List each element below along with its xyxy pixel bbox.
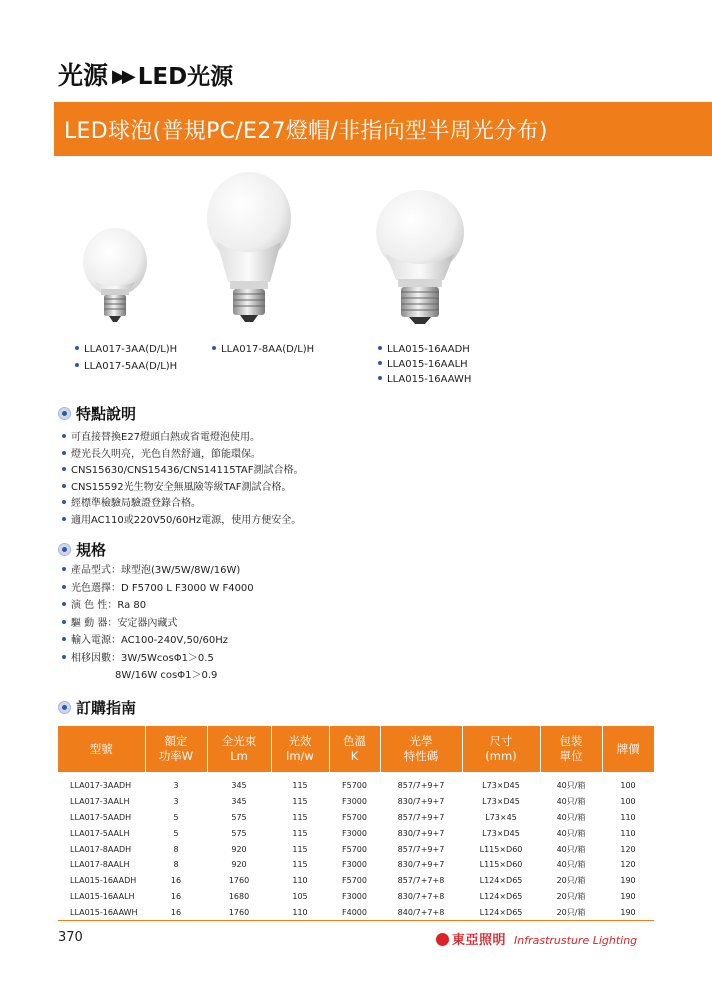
table-cell: 3 (173, 797, 179, 807)
spec-item: 相移因數：3W/5WcosΦ1＞0.5 (62, 649, 254, 667)
section-bullet-icon (58, 543, 71, 556)
list-item: LLA015-16AALH (378, 359, 471, 374)
column-header-text: 型號 (89, 741, 113, 756)
table-cell: 3 (173, 781, 179, 791)
table-cell: 575 (231, 812, 247, 822)
table-cell: F5700 (342, 781, 367, 791)
brand-logo-icon (436, 933, 449, 946)
table-cell: F5700 (342, 876, 367, 886)
column-header (207, 726, 271, 772)
table-cell: 345 (231, 781, 247, 791)
brand-name-cn: 東亞照明 (452, 933, 507, 948)
table-row (58, 857, 654, 873)
table-cell: 40只/箱 (556, 812, 586, 822)
spec-item: 演 色 性：Ra 80 (62, 596, 254, 614)
bullet-icon (378, 361, 382, 365)
spec-item: 產品型式：球型泡(3W/5W/8W/16W) (62, 561, 254, 579)
table-cell: 190 (620, 876, 636, 886)
table-cell: 16 (170, 891, 182, 901)
table-cell: F3000 (342, 860, 367, 870)
table-cell: F5700 (342, 812, 367, 822)
table-cell: L124×D65 (462, 904, 540, 920)
feature-item: CNS15630/CNS15436/CNS14115TAF測試合格。 (62, 461, 304, 478)
column-header-text: lm/w (286, 749, 314, 763)
table-cell: 1760 (207, 904, 271, 920)
table-cell: LLA017-3AADH (70, 781, 132, 791)
table-cell: 1680 (228, 891, 250, 901)
table-cell: 190 (602, 904, 654, 920)
table-cell: 105 (292, 891, 308, 901)
table-cell: 830/7+9+7 (397, 828, 445, 838)
table-cell: 20只/箱 (540, 904, 602, 920)
page-number: 370 (58, 930, 83, 945)
brand-footer (436, 929, 637, 948)
features-list (62, 428, 304, 526)
table-cell: 345 (231, 797, 247, 807)
table-row (58, 904, 654, 920)
table-cell: 830/7+9+7 (397, 797, 445, 807)
table-cell: 115 (292, 781, 308, 791)
table-cell: LLA017-8AADH (70, 844, 132, 854)
table-cell: LLA017-8AALH (70, 860, 130, 870)
table-cell: 575 (231, 828, 247, 838)
table-cell: 8 (173, 844, 179, 854)
bullet-icon (62, 467, 66, 471)
table-row (58, 889, 654, 905)
specs-list (62, 561, 254, 681)
table-cell: 857/7+7+8 (397, 876, 445, 886)
table-cell: 40只/箱 (556, 844, 586, 854)
column-header (462, 726, 540, 772)
table-cell: 110 (620, 828, 636, 838)
product-list-3 (378, 344, 471, 385)
table-row (58, 841, 654, 857)
column-header-text: 色溫 (343, 734, 366, 748)
column-header (58, 726, 145, 772)
column-header (540, 726, 602, 772)
table-cell: L73×D45 (482, 828, 520, 838)
table-cell: L124×D65 (479, 891, 523, 901)
list-item: LLA015-16AADH (378, 344, 471, 359)
table-cell: L73×D45 (482, 781, 520, 791)
product-images (58, 170, 658, 330)
title-banner (54, 102, 712, 156)
feature-item: 可直接替換E27燈頭白熱或省電燈泡使用。 (62, 428, 304, 445)
table-cell: 120 (620, 844, 636, 854)
table-cell: L115×D60 (479, 844, 523, 854)
column-header-text: 功率W (158, 749, 194, 763)
list-item: LLA017-3AA(D/L)H (75, 344, 177, 361)
bullet-icon (62, 637, 66, 641)
bullet-icon (75, 363, 79, 367)
bullet-icon (62, 451, 66, 455)
bulb-small-image (83, 228, 147, 322)
table-cell: LLA017-5AADH (70, 812, 132, 822)
features-heading: 特點說明 (58, 403, 136, 424)
feature-item: 燈光長久明亮，光色自然舒適，節能環保。 (62, 445, 304, 462)
list-item: LLA015-16AAWH (378, 374, 471, 385)
bullet-icon (75, 346, 79, 350)
category-title: 光源 (58, 61, 109, 90)
product-list-2 (212, 344, 314, 355)
bullet-icon (62, 500, 66, 504)
bullet-icon (62, 602, 66, 606)
column-header-text: 全光束 (221, 734, 257, 748)
column-header (329, 726, 380, 772)
table-cell: 5 (173, 812, 179, 822)
table-cell: 16 (170, 876, 182, 886)
order-table (58, 726, 654, 921)
bullet-icon (378, 346, 382, 350)
bullet-icon (62, 517, 66, 521)
column-header-text: K (350, 749, 359, 763)
table-cell: 40只/箱 (556, 781, 586, 791)
column-header (271, 726, 329, 772)
table-cell: 100 (620, 781, 636, 791)
table-cell: F3000 (342, 797, 367, 807)
bullet-icon (62, 567, 66, 571)
table-row (58, 810, 654, 826)
spec-item: 輸入電源：AC100-240V,50/60Hz (62, 631, 254, 649)
column-header-text: 包裝 (559, 734, 583, 748)
feature-item: 經標準檢驗局驗證登錄合格。 (62, 494, 304, 511)
table-cell: 20只/箱 (556, 891, 586, 901)
subcategory-title: LED光源 (137, 64, 234, 90)
spec-item: 光色選擇：D F5700 L F3000 W F4000 (62, 579, 254, 597)
page-header (58, 56, 233, 92)
bullet-icon (212, 346, 216, 350)
feature-item: CNS15592光生物安全無風險等級TAF測試合格。 (62, 478, 304, 495)
section-bullet-icon (58, 701, 71, 714)
column-header-text: 光學 (409, 734, 433, 748)
column-header (602, 726, 654, 772)
table-cell: 115 (292, 860, 308, 870)
table-cell: 40只/箱 (556, 860, 586, 870)
column-header-text: 特性碼 (403, 749, 439, 763)
table-body (58, 772, 654, 921)
table-cell: F5700 (342, 844, 367, 854)
table-cell: 857/7+9+7 (397, 781, 445, 791)
column-header-text: Lm (230, 749, 248, 763)
table-cell: 16 (145, 904, 207, 920)
list-item: LLA017-8AA(D/L)H (212, 344, 314, 355)
bullet-icon (62, 620, 66, 624)
bulb-medium-image (207, 172, 291, 322)
table-cell: 190 (620, 891, 636, 901)
table-cell: 1760 (228, 876, 250, 886)
table-cell: L73×D45 (482, 797, 520, 807)
table-cell: 40只/箱 (556, 797, 586, 807)
table-cell: 115 (292, 812, 308, 822)
table-cell: 110 (620, 812, 636, 822)
bullet-icon (62, 585, 66, 589)
table-cell: 920 (231, 860, 247, 870)
table-cell: 8 (173, 860, 179, 870)
table-cell: 110 (271, 904, 329, 920)
column-header-text: 牌價 (616, 741, 640, 756)
table-cell: LLA015-16AALH (70, 891, 135, 901)
table-cell: L124×D65 (479, 876, 523, 886)
table-cell: LLA015-16AADH (70, 876, 137, 886)
table-cell: 120 (620, 860, 636, 870)
table-row (58, 772, 654, 794)
section-bullet-icon (58, 407, 71, 420)
table-cell: 5 (173, 828, 179, 838)
table-cell: 830/7+9+7 (397, 860, 445, 870)
table-cell: 115 (292, 797, 308, 807)
table-cell: 40只/箱 (556, 828, 586, 838)
table-cell: 857/7+9+7 (397, 844, 445, 854)
column-header (145, 726, 207, 772)
table-cell: 857/7+9+7 (397, 812, 445, 822)
column-header (380, 726, 462, 772)
bullet-icon (62, 434, 66, 438)
table-cell: 100 (620, 797, 636, 807)
table-cell: 110 (292, 876, 308, 886)
feature-item: 適用AC110或220V50/60Hz電源，使用方便安全。 (62, 511, 304, 526)
column-header-text: 尺寸 (489, 734, 513, 748)
list-item: LLA017-5AA(D/L)H (75, 361, 177, 372)
table-cell: L115×D60 (479, 860, 523, 870)
column-header-text: 單位 (559, 749, 583, 763)
table-cell: 20只/箱 (556, 876, 586, 886)
order-heading: 訂購指南 (58, 697, 136, 718)
table-cell: LLA015-16AAWH (58, 904, 145, 920)
table-cell: LLA017-3AALH (70, 797, 130, 807)
brand-name-en: Infrastrusture Lighting (514, 934, 638, 947)
spec-item: 驅 動 器：安定器內藏式 (62, 614, 254, 632)
bulb-large-image (376, 190, 464, 324)
table-header-row (58, 726, 654, 772)
table-cell: 115 (292, 828, 308, 838)
table-cell: F4000 (329, 904, 380, 920)
table-cell: 840/7+7+8 (380, 904, 462, 920)
specs-heading: 規格 (58, 539, 106, 560)
spec-continuation: 8W/16W cosΦ1＞0.9 (115, 670, 218, 681)
column-header-text: 額定 (164, 734, 188, 748)
table-cell: 115 (292, 844, 308, 854)
table-row (58, 873, 654, 889)
table-row (58, 825, 654, 841)
table-cell: F3000 (342, 891, 367, 901)
product-list-1 (75, 344, 177, 372)
table-cell: 830/7+7+8 (397, 891, 445, 901)
bullet-icon (378, 376, 382, 380)
table-row (58, 794, 654, 810)
double-arrow-icon: ▶▶ (112, 66, 132, 87)
table-cell: F3000 (342, 828, 367, 838)
bullet-icon (62, 655, 66, 659)
column-header-text: 光效 (288, 734, 312, 748)
banner-title: LED球泡(普規PC/E27燈帽/非指向型半周光分布) (64, 119, 548, 144)
column-header-text: (mm) (485, 749, 517, 763)
table-cell: 920 (231, 844, 247, 854)
table-cell: LLA017-5AALH (70, 828, 130, 838)
table-cell: L73×45 (485, 812, 517, 822)
bullet-icon (62, 484, 66, 488)
